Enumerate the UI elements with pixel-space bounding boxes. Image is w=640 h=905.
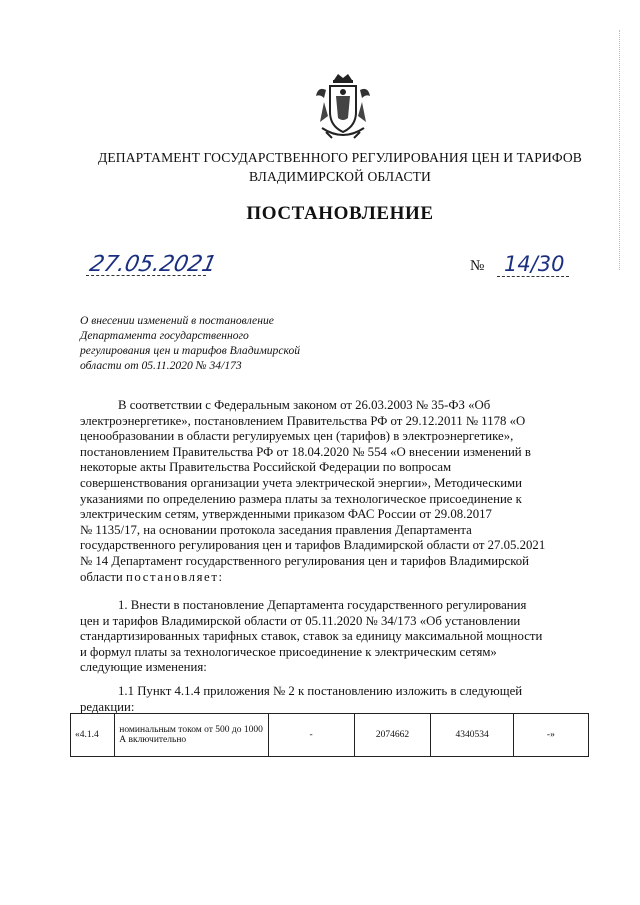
text-line: электроэнергетике», постановлением Правительства РФ от 29.12.2011 № 1178 «О [80,413,526,428]
text-line: № 14 Департамент государственного регулирования цен и тарифов Владимирской [80,553,530,568]
subject-line: Департамента государственного [80,329,249,342]
document-subject [80,313,330,373]
department-name-line2: ВЛАДИМИРСКОЙ ОБЛАСТИ [249,169,431,184]
text-line: стандартизированных тарифных ставок, ставок за единицу максимальной мощности [80,629,543,644]
text-line: № 1135/17, на основании протокола заседания правления Департамента [80,522,472,537]
text-line: ценообразовании в области регулируемых цен (тарифов) в электроэнергетике», [80,429,514,444]
preamble-paragraph [80,398,587,585]
text-line: цен и тарифов Владимирской области от 05.11.2020 № 34/173 «Об установлении [80,613,521,628]
text-line: государственного регулирования цен и тарифов Владимирской области от 27.05.2021 [80,538,546,553]
tariff-table [70,713,589,757]
number-underline [497,276,569,278]
text-line: 1.1 Пункт 4.1.4 приложения № 2 к постановлению изложить в следующей [118,684,523,698]
text-line: В соответствии с Федеральным законом от 26.03.2003 № 35-ФЗ «Об [118,398,491,412]
text-line: указаниями по определению размера платы за технологическое присоединение к [80,491,522,506]
department-name-line1: ДЕПАРТАМЕНТ ГОСУДАРСТВЕННОГО РЕГУЛИРОВАНИЯ ЦЕН И ТАРИФОВ [98,150,582,165]
item-1-1-paragraph [80,684,587,715]
text-line: электрическим сетям, утвержденными приказом ФАС России от 29.08.2017 [80,507,492,522]
table-cell-code: «4.1.4 [71,714,115,757]
handwritten-date: 27.05.2021 [87,252,219,277]
handwritten-number: 14/30 [504,252,565,276]
text-line: и формул платы за технологическое присоединение к электрическим сетям» [80,644,497,659]
coat-of-arms-emblem [314,72,372,142]
text-line: совершенствования организации учета электрической энергии», Методическими [80,475,522,490]
number-label: № [470,258,485,274]
text-line: 1. Внести в постановление Департамента государственного регулирования [118,598,527,612]
subject-line: области от 05.11.2020 № 34/173 [80,359,242,372]
text-line: постановлением Правительства РФ от 18.04.2020 № 554 «О внесении изменений в [80,444,531,459]
subject-line: регулирования цен и тарифов Владимирской [80,344,301,357]
table-row [71,714,589,757]
item-1-paragraph [80,598,587,676]
text-line: следующие изменения: [80,660,207,675]
date-underline [86,275,206,277]
table-cell-description: номинальным током от 500 до 1000 А включительно [115,714,268,757]
resolves-word: постановляет: [125,569,224,584]
subject-line: О внесении изменений в постановление [80,314,274,327]
text-line: области постановляет: [80,569,224,584]
text-line: некоторые акты Правительства Российской Федерации по вопросам [80,460,452,475]
table-cell-value: -» [513,714,588,757]
document-title: ПОСТАНОВЛЕНИЕ [246,203,434,224]
table-cell-value: - [268,714,354,757]
text-line: редакции: [80,699,135,714]
table-cell-value: 2074662 [354,714,431,757]
table-cell-value: 4340534 [431,714,513,757]
